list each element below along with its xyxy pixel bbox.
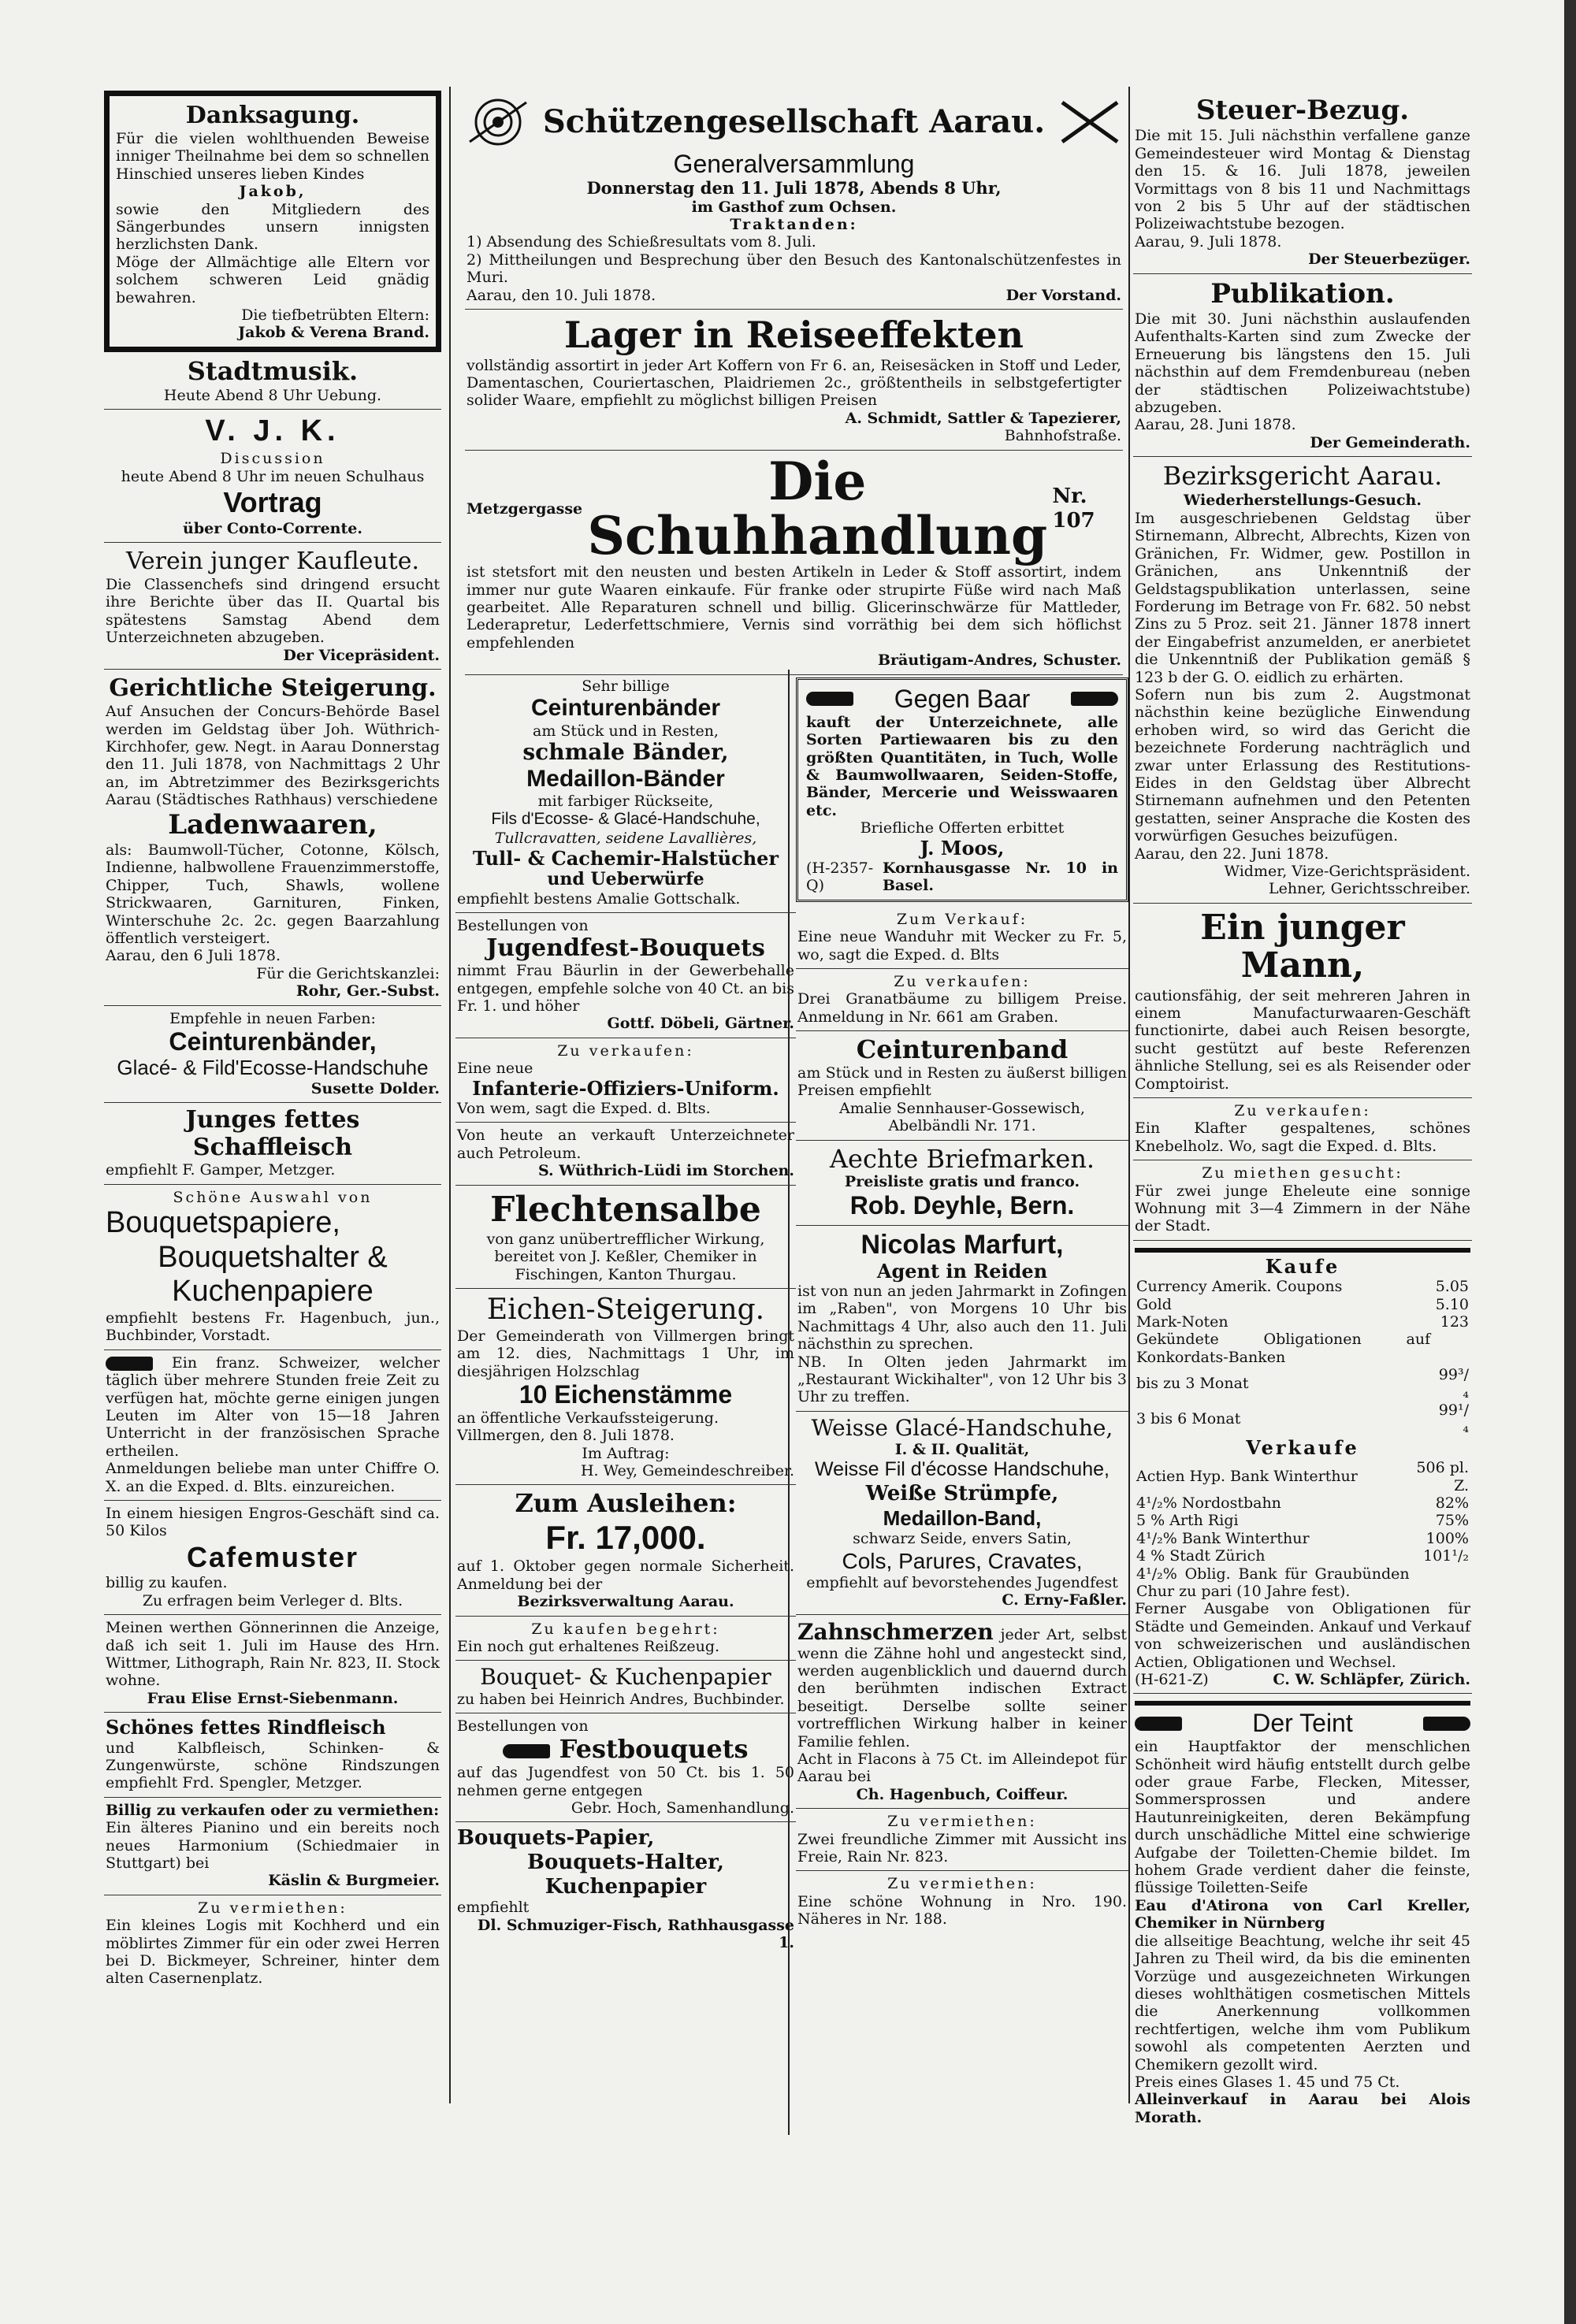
ad-signature: Für die Gerichtskanzlei: bbox=[256, 964, 440, 982]
ad-title: Zu verkaufen: bbox=[557, 1041, 694, 1060]
ad-text: Ein kleines Logis mit Kochherd und ein möblirtes Zimmer für ein oder zwei Herren bei D. Bickmeyer, Schreiner, hinter dem alten Casernenplatz. bbox=[106, 1917, 440, 1988]
rate-label: Currency Amerik. Coupons bbox=[1136, 1278, 1343, 1296]
ad-title: Billig zu verkaufen oder zu vermiethen: bbox=[106, 1801, 440, 1819]
ad-signature: S. Wüthrich-Lüdi im Storchen. bbox=[537, 1162, 794, 1180]
ad-text: auf das Jugendfest von 50 Ct. bis 1. 50 nehmen gerne entgegen bbox=[457, 1764, 794, 1799]
ad-text: Heute Abend 8 Uhr Uebung. bbox=[163, 387, 382, 405]
ad-text: jeder Art, selbst wenn die Zähne hohl und angesteckt sind, werden augenblicklich und dauernd durch den berühmten indischen Extract beseitigt. Derselbe sollte seiner vortrefflichen Wirkung halber in keiner Familie fehlen. bbox=[797, 1625, 1127, 1750]
ad-text: Eine neue Wanduhr mit Wecker zu Fr. 5, wo, sagt die Exped. d. Blts bbox=[797, 928, 1127, 963]
ad-text: schwarz Seide, envers Satin, bbox=[853, 1530, 1072, 1548]
ad-wohnungsanzeige bbox=[104, 1615, 441, 1713]
ad-kuchenpapier bbox=[455, 1661, 796, 1713]
ad-signature: Bräutigam-Andres, Schuster. bbox=[877, 652, 1121, 670]
ad-ceinturenbaender-dolder bbox=[104, 1006, 441, 1104]
ad-text: Für zwei junge Eheleute eine sonnige Wohnung mit 3—4 Zimmern in der Nähe der Stadt. bbox=[1135, 1182, 1470, 1235]
ad-title: Schützengesellschaft Aarau. bbox=[542, 103, 1046, 140]
rate-label: Gold bbox=[1136, 1295, 1172, 1313]
ad-title: V. J. K. bbox=[205, 414, 340, 448]
rate-label: Mark-Noten bbox=[1136, 1313, 1228, 1331]
ad-title: Zu vermiethen: bbox=[887, 1875, 1037, 1893]
ad-title: Vortrag bbox=[223, 486, 322, 519]
rate-value: 100% bbox=[1425, 1529, 1469, 1547]
ad-text: Drei Granatbäume zu billigem Preise. Anmeldung in Nr. 661 am Graben. bbox=[797, 990, 1127, 1026]
ad-gegen-baar bbox=[796, 678, 1128, 902]
ad-text: zu haben bei Heinrich Andres, Buchbinder. bbox=[457, 1690, 785, 1708]
ad-bouquetspapiere bbox=[104, 1185, 441, 1350]
ad-knebelholz bbox=[1133, 1098, 1472, 1160]
page-edge bbox=[1564, 0, 1576, 2324]
ad-title: Fr. 17,000. bbox=[545, 1519, 706, 1557]
ad-reiseeffekten bbox=[465, 310, 1123, 451]
ad-title: Infanterie-Offiziers-Uniform. bbox=[472, 1076, 779, 1100]
ad-title: Glacé- & Fild'Ecosse-Handschuhe bbox=[117, 1055, 429, 1079]
ad-text: Acht in Flacons à 75 Ct. im Alleindepot für Aarau bei bbox=[797, 1750, 1127, 1786]
ad-text: Die Classenchefs sind dringend ersucht ihre Berichte über das II. Quartal bis spätestens Samstag Abend dem Unterzeichneten abzugeben. bbox=[106, 576, 440, 647]
ad-signature: Widmer, Vize-Gerichtspräsident. bbox=[1224, 863, 1470, 880]
ad-title: Die Schuhhandlung bbox=[587, 450, 1048, 566]
rate-value bbox=[1411, 1565, 1470, 1601]
divider bbox=[1135, 1701, 1470, 1706]
ad-signature: Frau Elise Ernst-Siebenmann. bbox=[147, 1689, 399, 1707]
pointing-hand-icon bbox=[806, 692, 853, 706]
ad-text: Medaillon-Band, bbox=[883, 1505, 1042, 1530]
ad-text: Zwei freundliche Zimmer mit Aussicht ins Freie, Rain Nr. 823. bbox=[797, 1830, 1127, 1866]
ad-title: Bouquets-Halter, bbox=[527, 1851, 724, 1875]
ad-text: Aarau, 9. Juli 1878. bbox=[1135, 232, 1282, 251]
rate-value: 82% bbox=[1435, 1494, 1469, 1512]
ad-title: Zu miethen gesucht: bbox=[1202, 1164, 1403, 1182]
ad-text: Traktanden: bbox=[730, 215, 858, 233]
ad-schlaepfer bbox=[1133, 1241, 1472, 1695]
ad-gerichtliche-steigerung bbox=[104, 670, 441, 1005]
ad-rindfleisch bbox=[104, 1713, 441, 1798]
ad-cafemuster bbox=[104, 1501, 441, 1615]
ad-text: Metzgergasse bbox=[466, 499, 583, 518]
ad-ausleihen bbox=[455, 1485, 796, 1616]
ad-title: Danksagung. bbox=[185, 102, 360, 129]
ad-logis bbox=[104, 1895, 441, 1992]
ad-signature: Der Steuerbezüger. bbox=[1308, 251, 1470, 269]
ad-text: Anmeldungen beliebe man unter Chiffre O. X. an die Exped. d. Blts. einzureichen. bbox=[106, 1460, 440, 1495]
ad-text: Im ausgeschriebenen Geldstag über Stirnemann, Albrecht, Albrechts, Kizen von Gränichen, Fr. Widmer, gew. Postillon in Gränichen, ans Unkenntniß der Geldstagspublikation unterlassen, seine Forderung im Betrage von Fr. 682. 50 nebst Zins zu 5 Proz. seit 21. Jänner 1878 innert der Eingabefrist anzumelden, er anerbietet die Unkenntniß der Publikation gemäß § 123 b der G. O. eidlich zu erhärten. bbox=[1135, 509, 1470, 686]
ad-title: Ceinturenbänder, bbox=[169, 1027, 377, 1056]
ad-title: Ceinturenbänder bbox=[530, 695, 721, 722]
ad-text: I. & II. Qualität, bbox=[894, 1441, 1030, 1459]
ad-title: Cafemuster bbox=[186, 1540, 359, 1573]
ad-text: Tullcravatten, seidene Lavallières, bbox=[494, 830, 757, 848]
rate-label: 4 % Stadt Zürich bbox=[1136, 1547, 1266, 1565]
rate-row bbox=[1135, 1459, 1470, 1494]
ad-text: die allseitige Beachtung, welche ihr seit 45 Jahren zu Theil wird, da bis die eminenten Vorzüge und ausgezeichneten Wirkungen dieses wohlthätigen cosmetischen Mittels die Anerkennung vollkommen rechtfertigen, welche ihm vom Publikum sowohl als competenten Aerzten und Chemikern gezollt wird. bbox=[1135, 1932, 1470, 2073]
ad-text: vollständig assortirt in jeder Art Koffern von Fr 6. an, Reisesäcken in Stoff und Leder, Damentaschen, Couriertaschen, Plaidriemen 2c., größtentheils in selbstgefertigter solider Waare, empfiehlt zu möglichst billigen Preisen bbox=[466, 356, 1121, 410]
ad-text: Tull- & Cachemir-Halstücher bbox=[472, 846, 779, 870]
ad-text: billig zu kaufen. bbox=[106, 1574, 228, 1592]
ad-festbouquets bbox=[455, 1713, 796, 1822]
ad-title: Kuchenpapiere bbox=[172, 1275, 374, 1309]
rate-row bbox=[1135, 1278, 1470, 1295]
ad-signature: Der Gemeinderath. bbox=[1310, 433, 1470, 451]
ad-text: ist von nun an jeden Jahrmarkt in Zofingen im „Raben", von Morgens 10 Uhr bis Nachmittags 4 Uhr, also auch den 11. Juli nächsthin zu sprechen. bbox=[797, 1283, 1127, 1353]
ad-text: Ferner Ausgabe von Obligationen für Städte und Gemeinden. Ankauf und Verkauf von schweizerischen und ausländischen Actien, Obligationen und Wechsel. bbox=[1135, 1600, 1470, 1671]
ad-signature: Dl. Schmuziger-Fisch, Rathhausgasse 1. bbox=[477, 1916, 794, 1952]
rate-label: 4¹/₂% Nordostbahn bbox=[1136, 1494, 1281, 1512]
ad-title: Lager in Reiseeffekten bbox=[563, 314, 1024, 356]
ad-title: Gerichtliche Steigerung. bbox=[109, 674, 437, 703]
ad-zimmer bbox=[796, 1809, 1128, 1871]
ad-title: Publikation. bbox=[1210, 277, 1395, 310]
ad-text: und Ueberwürfe bbox=[547, 868, 704, 889]
ad-signature: Lehner, Gerichtsschreiber. bbox=[1269, 880, 1470, 898]
ad-text: Meinen werthen Gönnerinnen die Anzeige, daß ich seit 1. Juli im Hause des Hrn. Wittmer, Lithograph, Rain Nr. 823, II. Stock wohne. bbox=[106, 1619, 440, 1690]
rate-row bbox=[1135, 1530, 1470, 1547]
column-2 bbox=[455, 674, 796, 1957]
ad-text: Ein Klafter gespaltenes, schönes Knebelholz. Wo, sagt die Exped. d. Blts. bbox=[1135, 1119, 1470, 1155]
ad-text: mit farbiger Rückseite, bbox=[537, 793, 714, 810]
rate-value: 101¹/₂ bbox=[1423, 1547, 1469, 1565]
ad-text: Empfehle in neuen Farben: bbox=[169, 1009, 376, 1027]
ad-bezirksgericht bbox=[1133, 457, 1472, 904]
ad-signature: Alleinverkauf in Aarau bei Alois Morath. bbox=[1135, 2091, 1470, 2126]
ad-text: Eine schöne Wohnung in Nro. 190. Näheres in Nr. 188. bbox=[797, 1892, 1127, 1929]
ad-junger-mann bbox=[1133, 904, 1472, 1098]
ad-title: Generalversammlung bbox=[673, 150, 915, 178]
ad-text: Aarau, den 10. Juli 1878. bbox=[466, 286, 656, 304]
ad-text: Wiederherstellungs-Gesuch. bbox=[1184, 492, 1422, 510]
ad-schuetzengesellschaft bbox=[465, 91, 1123, 310]
rate-row bbox=[1135, 1494, 1470, 1512]
ad-signature: Der Vicepräsident. bbox=[283, 646, 440, 664]
ad-text: Ein franz. Schweizer, welcher täglich über mehrere Stunden freie Zeit zu verfügen hat, möchte gerne einigen jungen Leuten im Alter von 15—18 Jahren Unterricht in der französischen Sprache ertheilen. bbox=[106, 1353, 440, 1460]
ad-text: heute Abend 8 Uhr im neuen Schulhaus bbox=[121, 467, 425, 485]
ad-title: Bouquet- & Kuchenpapier bbox=[480, 1664, 771, 1691]
ad-text: auf 1. Oktober gegen normale Sicherheit. Anmeldung bei der bbox=[457, 1557, 794, 1593]
ad-text: Von wem, sagt die Exped. d. Blts. bbox=[457, 1099, 711, 1117]
ad-text: Ein noch gut erhaltenes Reißzeug. bbox=[457, 1637, 720, 1655]
pointing-hand-icon bbox=[1135, 1717, 1182, 1731]
ad-text: an öffentliche Verkaufssteigerung. bbox=[457, 1409, 719, 1427]
ad-text: Auf Ansuchen der Concurs-Behörde Basel werden im Geldstag über Joh. Wüthrich-Kirchhofer, gew. Negt. in Aarau Donnerstag den 11. Juli 1878, von Nachmittags 2 Uhr an, im Abtretzimmer des Bezirksgerichts Aarau (Städtisches Rathhaus) verschiedene bbox=[106, 703, 440, 809]
ad-title: Flechtensalbe bbox=[490, 1189, 761, 1230]
rate-label: Actien Hyp. Bank Winterthur bbox=[1136, 1468, 1358, 1486]
ad-reisszeug bbox=[455, 1617, 796, 1661]
rate-row bbox=[1135, 1313, 1470, 1331]
pointing-hand-icon bbox=[106, 1357, 153, 1371]
ad-text: Weisse Fil d'écosse Handschuhe, bbox=[815, 1458, 1110, 1481]
ad-text: Agent in Reiden bbox=[876, 1259, 1048, 1283]
ad-text: Aarau, den 6 Juli 1878. bbox=[106, 947, 281, 965]
rate-value: 506 pl. Z. bbox=[1416, 1459, 1469, 1494]
pointing-hand-icon bbox=[503, 1744, 550, 1758]
ad-title: Medaillon-Bänder bbox=[526, 765, 725, 792]
ad-title: Verein junger Kaufleute. bbox=[125, 548, 420, 576]
ad-text: Möge der Allmächtige alle Eltern vor solchem schweren Leid gnädig bewahren. bbox=[116, 253, 429, 306]
ad-wohnung-gesucht bbox=[1133, 1160, 1472, 1241]
ad-stadtmusik bbox=[104, 352, 441, 410]
ad-text: cautionsfähig, der seit mehreren Jahren in einem Manufacturwaaren-Geschäft functionirte, dabei auch Reisen besorgte, sucht gestützt auf beste Referenzen ähnliche Stellung, sei es als Reisender oder Comptoirist. bbox=[1135, 986, 1470, 1093]
ad-text: Die mit 15. Juli nächsthin verfallene ganze Gemeindesteuer wird Montag & Dienstag den 15. & 16. Juli 1878, jeweilen Vormittags von 8 bis 11 und Nachmittags von 2 bis 5 Uhr auf der städtischen Polizeiwachtstube bezogen. bbox=[1135, 127, 1470, 233]
ad-title: Bouquetshalter & bbox=[158, 1240, 388, 1274]
ad-text: Für die vielen wohlthuenden Beweise inniger Theilnahme bei dem so schnellen Hinschied unseres lieben Kindes bbox=[116, 130, 429, 183]
ad-text: Ein älteres Pianino und ein bereits noch neues Harmonium (Schiedmaier in Stuttgart) bei bbox=[106, 1819, 440, 1873]
ad-title: 10 Eichenstämme bbox=[519, 1379, 733, 1409]
ad-text: Briefliche Offerten erbittet bbox=[860, 819, 1065, 837]
ad-title: Eichen-Steigerung. bbox=[486, 1294, 765, 1327]
ad-text: NB. In Olten jeden Jahrmarkt im „Restaurant Wickihalter", von 12 Uhr bis 3 Uhr zu treffen. bbox=[797, 1353, 1127, 1406]
ad-text: (H-2357-Q) bbox=[806, 859, 874, 895]
rate-value: 75% bbox=[1435, 1512, 1469, 1530]
rate-value: 123 bbox=[1440, 1313, 1469, 1331]
rate-row bbox=[1135, 1366, 1470, 1401]
ad-signature: Jakob & Verena Brand. bbox=[238, 324, 429, 342]
ad-schuhhandlung bbox=[465, 451, 1123, 675]
ad-eichen-steigerung bbox=[455, 1289, 796, 1485]
ad-title: Zu kaufen begehrt: bbox=[531, 1620, 720, 1638]
rate-value: 5.10 bbox=[1435, 1295, 1469, 1313]
ad-text: Donnerstag den 11. Juli 1878, Abends 8 Uhr, bbox=[586, 177, 1002, 198]
ad-text: 1) Absendung des Schießresultats vom 8. Juli. bbox=[466, 233, 816, 251]
ad-text: Weiße Strümpfe, bbox=[865, 1481, 1059, 1505]
ad-title: Bouquets-Papier, bbox=[457, 1826, 655, 1851]
ad-text: von ganz unübertrefflicher Wirkung, bereitet von J. Keßler, Chemiker in Fischingen, Kanton Thurgau. bbox=[486, 1230, 765, 1283]
ad-pianino bbox=[104, 1798, 441, 1895]
ad-title: Kuchenpapier bbox=[545, 1874, 707, 1899]
ad-text: Aarau, den 22. Juni 1878. bbox=[1135, 845, 1329, 863]
ad-title: Festbouquets bbox=[559, 1734, 749, 1765]
ad-verein bbox=[104, 543, 441, 670]
ad-publikation bbox=[1133, 274, 1472, 458]
ad-signature: Bahnhofstraße. bbox=[1004, 427, 1121, 445]
ad-ceinturenbaender-gottschalk bbox=[455, 674, 796, 913]
ad-text: über Conto-Corrente. bbox=[183, 519, 362, 537]
rate-row bbox=[1135, 1331, 1470, 1366]
ad-signature: Ch. Hagenbuch, Coiffeur. bbox=[856, 1785, 1069, 1803]
ad-title: Junges fettes Schaffleisch bbox=[185, 1106, 360, 1161]
ad-title: Weisse Glacé-Handschuhe, bbox=[811, 1414, 1113, 1441]
ad-title: Ceinturenband bbox=[856, 1034, 1069, 1065]
ad-text: Preisliste gratis und franco. bbox=[844, 1173, 1080, 1191]
ad-title: Jugendfest-Bouquets bbox=[486, 934, 765, 962]
rate-label: 4¹/₂% Oblig. Bank für Graubünden Chur zu pari (10 Jahre fest). bbox=[1136, 1565, 1410, 1600]
rate-label: Gekündete Obligationen auf Konkordats-Banken bbox=[1136, 1331, 1431, 1366]
ad-franz-schweizer bbox=[104, 1350, 441, 1501]
ad-signature: Susette Dolder. bbox=[310, 1079, 440, 1097]
ad-text: Bestellungen von bbox=[457, 917, 589, 935]
ad-title: Ein junger Mann, bbox=[1200, 907, 1405, 986]
ad-text: kauft der Unterzeichnete, alle Sorten Partiewaaren bis zu den größten Quantitäten, in Tuch, Wolle & Baumwollwaaren, Seiden-Stoffe, Bänder, Mercerie und Weisswaaren etc. bbox=[806, 713, 1118, 819]
ad-signature: Rob. Deyhle, Bern. bbox=[849, 1190, 1075, 1220]
ad-text: Discussion bbox=[220, 450, 325, 468]
column-4 bbox=[1133, 91, 1472, 2131]
rate-label: 3 bis 6 Monat bbox=[1136, 1410, 1241, 1428]
ad-signature: Gebr. Hoch, Samenhandlung. bbox=[571, 1799, 794, 1817]
ad-text: 2) Mittheilungen und Besprechung über den Besuch des Kantonalschützenfestes in Muri. bbox=[466, 251, 1121, 287]
rate-value: 5.05 bbox=[1435, 1278, 1469, 1296]
ad-text: sowie den Mitgliedern des Sängerbundes unsern innigsten herzlichsten Dank. bbox=[116, 200, 429, 254]
ad-signature: Amalie Sennhauser-Gossewisch, Abelbändli Nr. 171. bbox=[839, 1099, 1085, 1135]
ad-signature: C. Erny-Faßler. bbox=[1002, 1591, 1127, 1609]
ad-weisse-handschuhe bbox=[796, 1412, 1128, 1615]
ad-signature: Der Vorstand. bbox=[1005, 286, 1121, 304]
pointing-hand-icon bbox=[1071, 692, 1118, 706]
ad-text: Zu erfragen beim Verleger d. Blts. bbox=[142, 1591, 403, 1609]
ad-title: Stadtmusik. bbox=[187, 355, 359, 386]
ad-title: Ladenwaaren, bbox=[168, 808, 377, 841]
ad-ceinturenband bbox=[796, 1031, 1128, 1140]
ad-text: Von heute an verkauft Unterzeichneter auch Petroleum. bbox=[457, 1127, 794, 1162]
ad-danksagung bbox=[104, 91, 441, 352]
ad-text: und Kalbfleisch, Schinken- & Zungenwürste, schöne Rindszungen empfiehlt Frd. Spengler, Metzger. bbox=[106, 1739, 440, 1792]
ad-text: Sehr billige bbox=[582, 678, 670, 695]
ad-title: Zum Ausleihen: bbox=[515, 1488, 737, 1519]
target-icon bbox=[466, 95, 530, 150]
rate-value: 99¹/₄ bbox=[1438, 1401, 1469, 1437]
ad-text: Sofern nun bis zum 2. Augstmonat nächsthin keine bezügliche Einwendung erhoben wird, so wird das Gericht die bezeichnete Forderung nachträglich und zwar unter Erlassung des Restitutions-Eides in den Geldstag über Albrecht Stirnemann aufnehmen und den Petenten gestatten, seiner Ansprache die Kosten des vorwürfigen Gesuches beizufügen. bbox=[1135, 685, 1470, 845]
ad-title: Der Teint bbox=[1252, 1709, 1353, 1738]
ad-title: Verkaufe bbox=[1246, 1435, 1359, 1459]
ad-text: Eine neue bbox=[457, 1060, 533, 1078]
ad-nicolas-marfurt bbox=[796, 1226, 1128, 1412]
rate-value bbox=[1432, 1331, 1470, 1366]
ad-text: Cols, Parures, Cravates, bbox=[842, 1548, 1083, 1573]
ad-title: Zu verkaufen: bbox=[894, 972, 1031, 990]
ad-wanduhr bbox=[796, 907, 1128, 969]
ad-title: Zahnschmerzen bbox=[797, 1618, 994, 1645]
ad-signature: empfiehlt bestens Amalie Gottschalk. bbox=[457, 889, 741, 908]
ad-title: Zu vermiethen: bbox=[198, 1899, 348, 1917]
ad-text: Die mit 30. Juni nächsthin auslaufenden Aufenthalts-Karten sind zum Zwecke der Erneuerung bis längstens den 15. Juli nächsthin auf dem Fremdenbureau (neben der städtischen Polizeiwachtstube) abzugeben. bbox=[1135, 310, 1470, 417]
ad-title: Kaufe bbox=[1265, 1254, 1340, 1278]
ad-text: Kornhausgasse Nr. 10 in Basel. bbox=[882, 859, 1118, 895]
ad-title: Bezirksgericht Aarau. bbox=[1162, 461, 1443, 492]
ad-text: empfiehlt auf bevorstehendes Jugendfest bbox=[806, 1573, 1118, 1591]
ad-text: Eau d'Atirona von Carl Kreller, Chemiker in Nürnberg bbox=[1135, 1896, 1470, 1932]
ad-title: Zu vermiethen: bbox=[887, 1813, 1037, 1831]
rate-row bbox=[1135, 1565, 1470, 1601]
ad-uniform bbox=[455, 1038, 796, 1123]
ad-bouquets-papier bbox=[455, 1822, 796, 1956]
ad-text: im Gasthof zum Ochsen. bbox=[691, 198, 897, 216]
ad-signature: empfiehlt bestens Fr. Hagenbuch, jun., Buchbinder, Vorstadt. bbox=[106, 1309, 440, 1345]
ad-schaffleisch bbox=[104, 1103, 441, 1184]
ad-signature: J. Moos, bbox=[920, 836, 1005, 859]
ad-text: Fils d'Ecosse- & Glacé-Handschuhe, bbox=[491, 810, 760, 829]
ad-text: Schöne Auswahl von bbox=[173, 1188, 373, 1206]
ad-title: Bouquetspapiere, bbox=[106, 1205, 340, 1239]
verkaufe-table bbox=[1135, 1459, 1470, 1600]
ad-text: als: Baumwoll-Tücher, Cotonne, Kölsch, Indienne, halbwollene Frauenzimmerstoffe, Chipper, Tuch, Shawls, wollene Strickwaaren, Garnituren, Finken, Winterschuhe 2c. 2c. gegen Baarzahlung öffentlich versteigert. bbox=[106, 841, 440, 947]
column-3 bbox=[796, 678, 1128, 1933]
ad-text: In einem hiesigen Engros-Geschäft sind ca. 50 Kilos bbox=[106, 1505, 440, 1540]
ad-jugendfest-bouquets bbox=[455, 913, 796, 1038]
ad-text: Bestellungen von bbox=[457, 1717, 589, 1735]
ad-title: Nicolas Marfurt, bbox=[860, 1229, 1064, 1260]
ad-der-teint bbox=[1133, 1694, 1472, 2131]
ad-title: Gegen Baar bbox=[894, 685, 1031, 713]
ad-text: ist stetsfort mit den neusten und besten Artikeln in Leder & Stoff assortirt, indem immer nur gute Waaren einkaufe. Für franke oder strupirte Füße wird nach Maß gearbeitet. Alle Reparaturen schnell und billig. Glicerinschwärze für Mattleder, Lederapretur, Lederfettschmiere, Vernis sind vorräthig bei dem sich höflichst empfehlenden bbox=[466, 563, 1121, 652]
pointing-hand-icon bbox=[1423, 1717, 1470, 1731]
rate-row bbox=[1135, 1296, 1470, 1313]
divider bbox=[1135, 1248, 1470, 1253]
ad-zahnschmerzen bbox=[796, 1615, 1128, 1810]
ad-title: Zum Verkauf: bbox=[896, 910, 1028, 928]
rate-value: 99³/₄ bbox=[1438, 1366, 1469, 1401]
column-rule bbox=[1128, 87, 1130, 2103]
ad-briefmarken bbox=[796, 1141, 1128, 1226]
ad-text: Der Gemeinderath von Villmergen bringt am 12. dies, Nachmittags 1 Uhr, im diesjährigen Holzschlag bbox=[457, 1327, 794, 1380]
ad-signature: empfiehlt F. Gamper, Metzger. bbox=[106, 1161, 336, 1179]
column-rule bbox=[449, 87, 451, 2103]
ad-petroleum bbox=[455, 1123, 796, 1185]
crossed-rifles-icon bbox=[1058, 95, 1121, 150]
rate-row bbox=[1135, 1547, 1470, 1565]
ad-text: Aarau, 28. Juni 1878. bbox=[1135, 416, 1296, 434]
ad-title: Steuer-Bezug. bbox=[1195, 95, 1410, 126]
ad-title: Zu verkaufen: bbox=[1234, 1102, 1371, 1120]
rate-label: 5 % Arth Rigi bbox=[1136, 1512, 1239, 1530]
ad-signature: C. W. Schläpfer, Zürich. bbox=[1273, 1671, 1470, 1689]
ad-title: Schönes fettes Rindfleisch bbox=[106, 1716, 386, 1739]
kaufe-table bbox=[1135, 1278, 1470, 1437]
ad-text: Preis eines Glases 1. 45 und 75 Ct. bbox=[1135, 2073, 1400, 2091]
rate-label: 4¹/₂% Bank Winterthur bbox=[1136, 1529, 1310, 1547]
ad-granatbaeume bbox=[796, 969, 1128, 1031]
rate-row bbox=[1135, 1512, 1470, 1529]
column-1 bbox=[104, 91, 441, 1992]
ad-signature: A. Schmidt, Sattler & Tapezierer, bbox=[845, 409, 1121, 427]
ad-text: empfiehlt bbox=[457, 1899, 530, 1917]
ad-signature: H. Wey, Gemeindeschreiber. bbox=[580, 1461, 794, 1479]
ad-signature: Rohr, Ger.-Subst. bbox=[296, 982, 440, 1001]
ad-text: (H-621-Z) bbox=[1135, 1671, 1209, 1689]
rate-label: bis zu 3 Monat bbox=[1136, 1375, 1249, 1393]
ad-flechtensalbe bbox=[455, 1186, 796, 1290]
ad-text: Nr. 107 bbox=[1052, 484, 1095, 533]
ad-title: schmale Bänder, bbox=[522, 739, 729, 766]
ad-text: Jakob, bbox=[239, 183, 307, 201]
ad-text: ein Hauptfaktor der menschlichen Schönheit wird häufig entstellt durch gelbe oder graue Farbe, Flecken, Mitesser, Sommersprossen und andere Hautunreinigkeiten, deren Bekämpfung durch unschädliche Mittel eine schwierige Aufgabe der Toiletten-Chemie bildet. Im hohem Grade verdient daher die feinste, flüssige Toiletten-Seife bbox=[1135, 1738, 1470, 1897]
ad-text: Villmergen, den 8. Juli 1878. bbox=[457, 1427, 675, 1445]
ad-text: nimmt Frau Bäurlin in der Gewerbehalle entgegen, empfehle solche von 40 Ct. an bis Fr. 1. und höher bbox=[457, 962, 794, 1015]
ad-vjk bbox=[104, 410, 441, 543]
ad-signature: Bezirksverwaltung Aarau. bbox=[517, 1593, 734, 1611]
column-2-top bbox=[465, 91, 1123, 675]
ad-signature: Im Auftrag: bbox=[582, 1444, 670, 1462]
ad-signature: Gottf. Döbeli, Gärtner. bbox=[607, 1015, 794, 1033]
ad-title: Aechte Briefmarken. bbox=[829, 1143, 1095, 1174]
ad-wohnung bbox=[796, 1871, 1128, 1932]
ad-steuer-bezug bbox=[1133, 91, 1472, 274]
rate-row bbox=[1135, 1401, 1470, 1437]
ad-text: am Stück und in Resten, bbox=[533, 722, 719, 740]
ad-signature: Die tiefbetrübten Eltern: bbox=[241, 306, 429, 325]
ad-text: am Stück und in Resten zu äußerst billigen Preisen empfiehlt bbox=[797, 1064, 1127, 1100]
ad-signature: Käslin & Burgmeier. bbox=[268, 1872, 440, 1890]
